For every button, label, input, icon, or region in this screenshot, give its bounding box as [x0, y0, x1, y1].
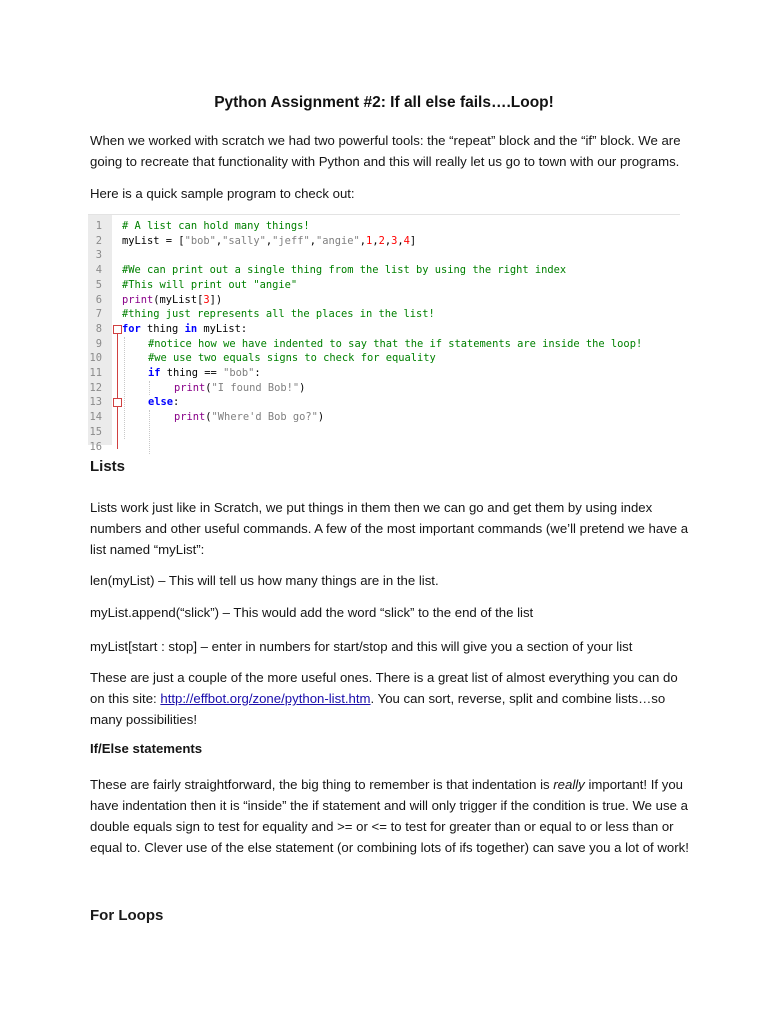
ifelse-paragraph — [90, 774, 690, 858]
code-line — [88, 234, 680, 249]
indent-guide — [124, 337, 125, 440]
code-token: for — [122, 322, 141, 335]
code-token: "sally" — [222, 234, 266, 247]
code-token: print — [174, 381, 206, 394]
code-line — [88, 425, 680, 440]
code-token: myList = [ — [122, 234, 185, 247]
code-token: "I found Bob!" — [211, 381, 300, 394]
lists-command-slice: myList[start : stop] – enter in numbers for start/stop and this will give you a section of your list — [90, 639, 633, 654]
code-token: , — [215, 234, 223, 247]
code-text — [148, 366, 261, 381]
code-token: #This will print out "angie" — [122, 278, 298, 291]
code-token: , — [309, 234, 316, 247]
line-number: 8 — [95, 322, 102, 335]
lists-command-len: len(myList) – This will tell us how many things are in the list. — [90, 573, 439, 588]
code-token: ( — [205, 411, 212, 424]
code-line — [88, 307, 680, 322]
code-token: , — [372, 234, 379, 247]
code-token: if — [148, 367, 161, 379]
code-token: ) — [317, 411, 325, 424]
code-line — [88, 381, 680, 396]
code-token: "jeff" — [272, 234, 310, 247]
line-number: 12 — [89, 381, 102, 394]
lists-resources-text: These are just a couple of the more useful ones. There is a great list of almost everything you can do on this site: — [90, 670, 678, 706]
line-number: 7 — [95, 308, 102, 321]
code-token: , — [359, 234, 367, 247]
code-text — [122, 293, 222, 308]
lists-resources-text-after: . You can sort, reverse, split and combine lists…so many possibilities! — [90, 691, 666, 727]
code-token: ( — [205, 381, 212, 394]
code-token: #we use two equals signs to check for equality — [148, 352, 436, 365]
code-token: 2 — [378, 234, 385, 247]
lists-resources-paragraph — [90, 667, 690, 730]
code-token: "bob" — [223, 367, 255, 379]
code-token: (myList[ — [153, 293, 204, 306]
intro-sample-lead: Here is a quick sample program to check out: — [90, 186, 355, 201]
line-number: 11 — [89, 367, 102, 379]
ifelse-heading: If/Else statements — [90, 741, 203, 756]
code-token: : — [254, 367, 261, 379]
code-token: myList: — [197, 322, 248, 335]
line-number: 5 — [95, 278, 102, 291]
line-number: 13 — [89, 396, 102, 409]
code-token: print — [122, 293, 154, 306]
indent-guide — [149, 410, 150, 454]
ifelse-text-after: important! If you have indentation then it is “inside” the if statement and will only trigger if the condition is true. We use a double equals sign to test for equality and >= or <= to test for greater than or equal to or less than or equal to. Clever use of the else statement (or combining lots of ifs together) can save you a lot of work! — [90, 777, 689, 855]
code-token: thing — [140, 322, 185, 335]
line-number: 14 — [89, 411, 102, 424]
line-number: 16 — [89, 440, 102, 453]
code-token: , — [265, 234, 273, 247]
for-loops-heading: For Loops — [90, 907, 164, 924]
code-text — [148, 395, 179, 410]
code-token: 3 — [391, 234, 398, 247]
code-line — [88, 248, 680, 263]
code-text — [122, 219, 310, 234]
code-token: #notice how we have indented to say that the if statements are inside the loop! — [148, 337, 643, 350]
code-token: in — [184, 322, 198, 335]
line-number: 10 — [89, 352, 102, 365]
code-text — [122, 322, 247, 337]
code-token: ]) — [209, 293, 223, 306]
code-token: "Where'd Bob go?" — [211, 411, 318, 424]
ifelse-emphasis: really — [553, 777, 585, 792]
ifelse-text: These are fairly straightforward, the big thing to remember is that indentation is — [90, 777, 554, 792]
code-line — [88, 322, 680, 337]
code-text — [122, 307, 435, 322]
lists-intro-paragraph: Lists work just like in Scratch, we put things in them then we can go and get them by using index numbers and other useful commands. A few of the most important commands (we’ll pretend we have a list named “myList”: — [90, 500, 689, 557]
fold-marker-line — [117, 332, 118, 450]
intro-paragraph: When we worked with scratch we had two powerful tools: the “repeat” block and the “if” block. We are going to recreate that functionality with Python and this will really let us go to town with our programs. — [90, 133, 681, 169]
code-line — [88, 395, 680, 410]
line-number: 6 — [95, 293, 102, 306]
code-text — [174, 410, 324, 425]
effbot-link[interactable]: http://effbot.org/zone/python-list.htm — [160, 691, 371, 706]
line-number: 1 — [95, 220, 102, 232]
code-text — [122, 278, 297, 293]
lists-command-append: myList.append(“slick”) – This would add the word “slick” to the end of the list — [90, 605, 534, 620]
fold-collapse-icon — [113, 398, 122, 407]
code-token: else — [148, 396, 174, 409]
code-token: ] — [409, 234, 417, 247]
code-token: , — [384, 234, 392, 247]
code-token: thing == — [160, 367, 224, 379]
code-line — [88, 337, 680, 352]
code-sample — [88, 214, 680, 453]
code-text — [148, 337, 642, 352]
code-token: print — [174, 411, 206, 424]
code-line — [88, 278, 680, 293]
page-title: Python Assignment #2: If all else fails….Loop! — [214, 94, 554, 111]
code-token: : — [173, 396, 180, 409]
code-token: "angie" — [315, 234, 360, 247]
code-text — [122, 234, 416, 249]
code-token: # A list can hold many things! — [122, 220, 310, 232]
code-token: ) — [299, 381, 306, 394]
code-token: "bob" — [184, 234, 216, 247]
line-number: 9 — [95, 337, 102, 350]
code-token: 4 — [403, 234, 410, 247]
code-token: #We can print out a single thing from the list by using the right index — [122, 264, 567, 277]
code-line — [88, 263, 680, 278]
code-text — [148, 351, 436, 366]
code-line — [88, 293, 680, 308]
code-text — [174, 381, 305, 396]
line-number: 3 — [95, 249, 102, 262]
line-number: 4 — [95, 264, 102, 277]
line-number: 15 — [89, 425, 102, 438]
code-line — [88, 410, 680, 425]
code-text — [122, 263, 566, 278]
code-token: #thing just represents all the places in the list! — [122, 308, 435, 321]
code-line — [88, 219, 680, 234]
code-line — [88, 366, 680, 381]
code-token: 3 — [203, 293, 210, 306]
indent-guide — [149, 381, 150, 396]
line-number: 2 — [95, 234, 102, 247]
code-line — [88, 440, 680, 455]
code-token: , — [397, 234, 404, 247]
lists-heading: Lists — [90, 458, 126, 475]
code-line — [88, 351, 680, 366]
fold-collapse-icon — [113, 325, 122, 334]
code-token: 1 — [366, 234, 373, 247]
